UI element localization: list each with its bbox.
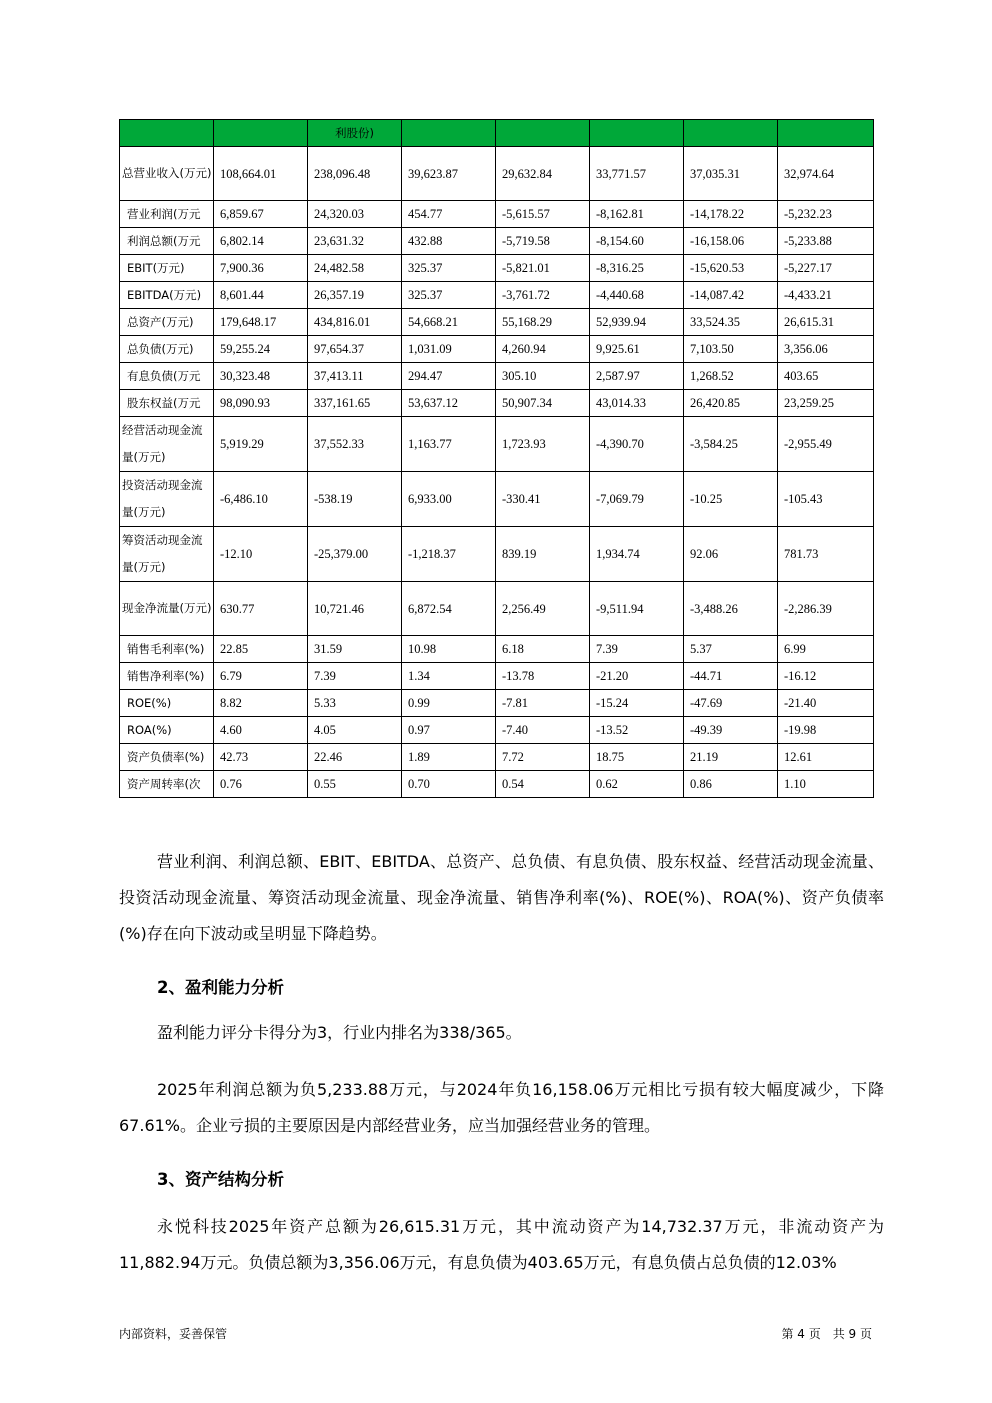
value-cell: 24,482.58 (308, 255, 402, 282)
value-cell: 37,035.31 (684, 147, 778, 201)
row-label: 总营业收入(万元) (120, 147, 214, 201)
value-cell: 0.54 (496, 771, 590, 798)
table-row (120, 228, 874, 255)
value-cell: 403.65 (778, 363, 874, 390)
table-row (120, 147, 874, 201)
value-cell: 97,654.37 (308, 336, 402, 363)
value-cell: 5.37 (684, 636, 778, 663)
row-label: 利润总额(万元 (120, 228, 214, 255)
row-label: EBITDA(万元) (120, 282, 214, 309)
value-cell: -21.40 (778, 690, 874, 717)
value-cell: 4.05 (308, 717, 402, 744)
header-cell (684, 120, 778, 147)
row-label: 股东权益(万元 (120, 390, 214, 417)
value-cell: 10,721.46 (308, 582, 402, 636)
value-cell: -47.69 (684, 690, 778, 717)
value-cell: 7.72 (496, 744, 590, 771)
asset-structure-paragraph: 永悦科技2025年资产总额为26,615.31万元，其中流动资产为14,732.37万元，非流动资产为11,882.94万元。负债总额为3,356.06万元，有息负债为403.65万元，有息负债占总负债的12.03% (119, 1217, 884, 1272)
value-cell: 98,090.93 (214, 390, 308, 417)
summary-paragraph: 营业利润、利润总额、EBIT、EBITDA、总资产、总负债、有息负债、股东权益、经营活动现金流量、投资活动现金流量、筹资活动现金流量、现金净流量、销售净利率(%)、ROE(%)、ROA(%)、资产负债率(%)存在向下波动或呈明显下降趋势。 (119, 852, 884, 943)
value-cell: 1.34 (402, 663, 496, 690)
header-cell (214, 120, 308, 147)
value-cell: 39,623.87 (402, 147, 496, 201)
value-cell: -7.81 (496, 690, 590, 717)
table-row (120, 582, 874, 636)
value-cell: 1,723.93 (496, 417, 590, 472)
value-cell: 37,413.11 (308, 363, 402, 390)
value-cell: 1,934.74 (590, 527, 684, 582)
value-cell: -13.52 (590, 717, 684, 744)
value-cell: 26,357.19 (308, 282, 402, 309)
value-cell: -5,227.17 (778, 255, 874, 282)
footer-confidential-note: 内部资料，妥善保管 (119, 1327, 228, 1341)
row-label: 筹资活动现金流量(万元) (120, 527, 214, 582)
value-cell: -105.43 (778, 472, 874, 527)
value-cell: 9,925.61 (590, 336, 684, 363)
value-cell: 454.77 (402, 201, 496, 228)
table-row (120, 309, 874, 336)
value-cell: -4,433.21 (778, 282, 874, 309)
value-cell: 179,648.17 (214, 309, 308, 336)
value-cell: 434,816.01 (308, 309, 402, 336)
value-cell: 325.37 (402, 282, 496, 309)
value-cell: 7.39 (308, 663, 402, 690)
table-row (120, 363, 874, 390)
profitability-score-line: 盈利能力评分卡得分为3，行业内排名为338/365。 (157, 1023, 522, 1042)
value-cell: -14,178.22 (684, 201, 778, 228)
value-cell: 337,161.65 (308, 390, 402, 417)
value-cell: -14,087.42 (684, 282, 778, 309)
value-cell: 31.59 (308, 636, 402, 663)
value-cell: -15.24 (590, 690, 684, 717)
value-cell: -8,162.81 (590, 201, 684, 228)
value-cell: 8,601.44 (214, 282, 308, 309)
value-cell: -19.98 (778, 717, 874, 744)
value-cell: 6,859.67 (214, 201, 308, 228)
value-cell: -3,761.72 (496, 282, 590, 309)
value-cell: -13.78 (496, 663, 590, 690)
row-label: 总资产(万元) (120, 309, 214, 336)
table-row (120, 282, 874, 309)
table-row (120, 336, 874, 363)
value-cell: -5,233.88 (778, 228, 874, 255)
value-cell: -12.10 (214, 527, 308, 582)
value-cell: 6.99 (778, 636, 874, 663)
value-cell: 43,014.33 (590, 390, 684, 417)
value-cell: 92.06 (684, 527, 778, 582)
value-cell: -25,379.00 (308, 527, 402, 582)
value-cell: 6,802.14 (214, 228, 308, 255)
value-cell: 1,031.09 (402, 336, 496, 363)
row-label: 资产负债率(%) (120, 744, 214, 771)
value-cell: -7.40 (496, 717, 590, 744)
value-cell: 2,587.97 (590, 363, 684, 390)
value-cell: 0.70 (402, 771, 496, 798)
table-row (120, 417, 874, 472)
value-cell: 1.89 (402, 744, 496, 771)
value-cell: 8.82 (214, 690, 308, 717)
value-cell: 6.18 (496, 636, 590, 663)
row-label: ROE(%) (120, 690, 214, 717)
value-cell: 0.86 (684, 771, 778, 798)
value-cell: 22.46 (308, 744, 402, 771)
value-cell: 33,771.57 (590, 147, 684, 201)
table-row (120, 472, 874, 527)
value-cell: 1,163.77 (402, 417, 496, 472)
value-cell: -2,286.39 (778, 582, 874, 636)
table-row (120, 527, 874, 582)
row-label: EBIT(万元) (120, 255, 214, 282)
table-row (120, 663, 874, 690)
value-cell: 12.61 (778, 744, 874, 771)
value-cell: -15,620.53 (684, 255, 778, 282)
row-label: 销售净利率(%) (120, 663, 214, 690)
section-heading-profitability: 2、盈利能力分析 (157, 978, 284, 997)
table-row (120, 201, 874, 228)
value-cell: 839.19 (496, 527, 590, 582)
header-cell (778, 120, 874, 147)
value-cell: 55,168.29 (496, 309, 590, 336)
value-cell: 53,637.12 (402, 390, 496, 417)
header-cell: 利股份) (308, 120, 402, 147)
value-cell: 54,668.21 (402, 309, 496, 336)
value-cell: 2,256.49 (496, 582, 590, 636)
value-cell: 0.99 (402, 690, 496, 717)
value-cell: 0.55 (308, 771, 402, 798)
value-cell: 21.19 (684, 744, 778, 771)
value-cell: 294.47 (402, 363, 496, 390)
value-cell: -8,316.25 (590, 255, 684, 282)
financial-table-body (120, 120, 874, 798)
value-cell: -6,486.10 (214, 472, 308, 527)
value-cell: -5,615.57 (496, 201, 590, 228)
value-cell: -5,232.23 (778, 201, 874, 228)
value-cell: 23,259.25 (778, 390, 874, 417)
value-cell: 5.33 (308, 690, 402, 717)
value-cell: -5,821.01 (496, 255, 590, 282)
value-cell: 781.73 (778, 527, 874, 582)
value-cell: 3,356.06 (778, 336, 874, 363)
value-cell: 630.77 (214, 582, 308, 636)
value-cell: 26,615.31 (778, 309, 874, 336)
value-cell: -3,584.25 (684, 417, 778, 472)
value-cell: -9,511.94 (590, 582, 684, 636)
value-cell: 4,260.94 (496, 336, 590, 363)
value-cell: -21.20 (590, 663, 684, 690)
value-cell: 32,974.64 (778, 147, 874, 201)
value-cell: 23,631.32 (308, 228, 402, 255)
value-cell: 7,900.36 (214, 255, 308, 282)
value-cell: -7,069.79 (590, 472, 684, 527)
section-heading-asset-structure: 3、资产结构分析 (157, 1170, 284, 1189)
value-cell: -10.25 (684, 472, 778, 527)
value-cell: 4.60 (214, 717, 308, 744)
value-cell: 7,103.50 (684, 336, 778, 363)
value-cell: -538.19 (308, 472, 402, 527)
value-cell: -5,719.58 (496, 228, 590, 255)
table-row (120, 390, 874, 417)
value-cell: 0.62 (590, 771, 684, 798)
value-cell: 305.10 (496, 363, 590, 390)
value-cell: 33,524.35 (684, 309, 778, 336)
value-cell: -44.71 (684, 663, 778, 690)
value-cell: -49.39 (684, 717, 778, 744)
value-cell: 42.73 (214, 744, 308, 771)
table-row (120, 771, 874, 798)
value-cell: -4,440.68 (590, 282, 684, 309)
table-row (120, 636, 874, 663)
value-cell: 325.37 (402, 255, 496, 282)
value-cell: -3,488.26 (684, 582, 778, 636)
value-cell: -1,218.37 (402, 527, 496, 582)
row-label: 销售毛利率(%) (120, 636, 214, 663)
value-cell: 1,268.52 (684, 363, 778, 390)
value-cell: 52,939.94 (590, 309, 684, 336)
table-row (120, 690, 874, 717)
value-cell: 0.76 (214, 771, 308, 798)
value-cell: 37,552.33 (308, 417, 402, 472)
value-cell: 30,323.48 (214, 363, 308, 390)
row-label: 总负债(万元) (120, 336, 214, 363)
value-cell: 26,420.85 (684, 390, 778, 417)
value-cell: 22.85 (214, 636, 308, 663)
row-label: 投资活动现金流量(万元) (120, 472, 214, 527)
value-cell: -2,955.49 (778, 417, 874, 472)
value-cell: 29,632.84 (496, 147, 590, 201)
value-cell: 238,096.48 (308, 147, 402, 201)
value-cell: 432.88 (402, 228, 496, 255)
value-cell: 6,872.54 (402, 582, 496, 636)
value-cell: -330.41 (496, 472, 590, 527)
value-cell: 10.98 (402, 636, 496, 663)
value-cell: -16.12 (778, 663, 874, 690)
profitability-paragraph: 2025年利润总额为负5,233.88万元，与2024年负16,158.06万元相比亏损有较大幅度减少，下降67.61%。企业亏损的主要原因是内部经营业务，应当加强经营业务的管理。 (119, 1080, 884, 1135)
value-cell: 50,907.34 (496, 390, 590, 417)
table-row (120, 744, 874, 771)
header-cell (590, 120, 684, 147)
table-row (120, 717, 874, 744)
row-label: 有息负债(万元 (120, 363, 214, 390)
row-label: 资产周转率(次 (120, 771, 214, 798)
value-cell: 0.97 (402, 717, 496, 744)
value-cell: 59,255.24 (214, 336, 308, 363)
value-cell: 6.79 (214, 663, 308, 690)
row-label: ROA(%) (120, 717, 214, 744)
financial-table (119, 119, 874, 798)
row-label: 现金净流量(万元) (120, 582, 214, 636)
row-label: 经营活动现金流量(万元) (120, 417, 214, 472)
table-row (120, 255, 874, 282)
value-cell: -16,158.06 (684, 228, 778, 255)
value-cell: 18.75 (590, 744, 684, 771)
value-cell: -8,154.60 (590, 228, 684, 255)
value-cell: 24,320.03 (308, 201, 402, 228)
value-cell: 7.39 (590, 636, 684, 663)
header-cell (496, 120, 590, 147)
table-header-row (120, 120, 874, 147)
header-cell (120, 120, 214, 147)
value-cell: -4,390.70 (590, 417, 684, 472)
value-cell: 1.10 (778, 771, 874, 798)
row-label: 营业利润(万元 (120, 201, 214, 228)
value-cell: 6,933.00 (402, 472, 496, 527)
header-cell (402, 120, 496, 147)
value-cell: 108,664.01 (214, 147, 308, 201)
footer-page-number: 第 4 页 共 9 页 (781, 1327, 872, 1341)
value-cell: 5,919.29 (214, 417, 308, 472)
